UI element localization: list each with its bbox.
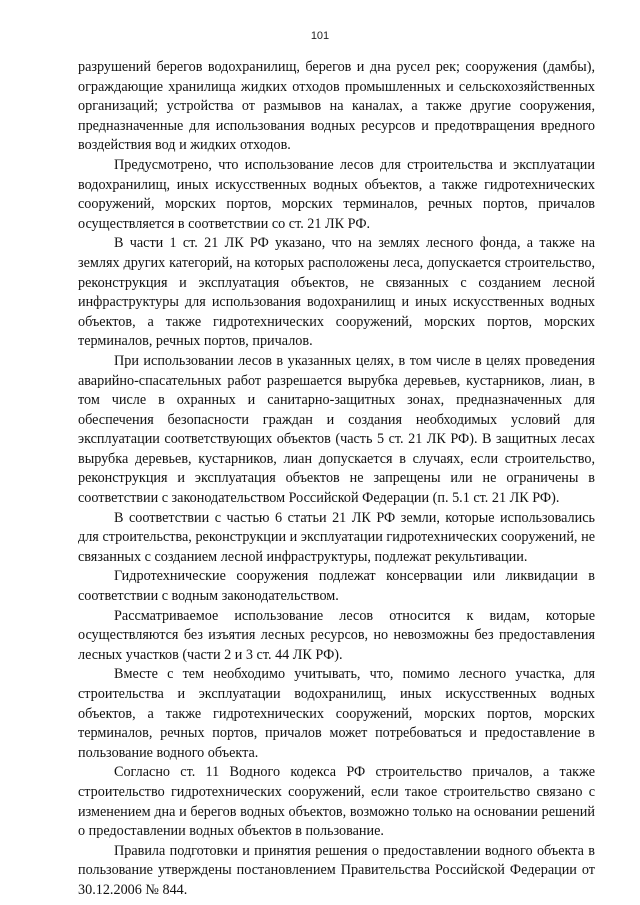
paragraph-9: Согласно ст. 11 Водного кодекса РФ строительство причалов, а также строительство гидротехнических сооружений, если такое строительство связано с изменением дна и берегов водных объектов, возможно только на основании решений о предоставлении водных объектов в пользование. (78, 764, 595, 840)
paragraph-5: В соответствии с частью 6 статьи 21 ЛК РФ земли, которые использовались для строительства, реконструкции и эксплуатации гидротехнических сооружений, не связанных с созданием лесной инфраструктуры, подлежат рекультивации. (78, 509, 595, 565)
paragraph-4: При использовании лесов в указанных целях, в том числе в целях проведения аварийно-спасательных работ разрешается вырубка деревьев, кустарников, лиан, в том числе в охранных и санитарно-защитных зонах, предназначенных для обеспечения безопасности граждан и создания необходимых условий для эксплуатации соответствующих объектов (часть 5 ст. 21 ЛК РФ). В защитных лесах вырубка деревьев, кустарников, лиан допускается в случаях, если строительство, реконструкция и эксплуатация объектов не запрещены или не ограничены в соответствии с законодательством Российской Федерации (п. 5.1 ст. 21 ЛК РФ). (78, 352, 595, 507)
paragraph-10: Правила подготовки и принятия решения о предоставлении водного объекта в пользование утверждены постановлением Правительства Российской Федерации от 30.12.2006 № 844. (78, 842, 595, 898)
body-text (78, 58, 595, 901)
page-number: 101 (310, 30, 330, 42)
paragraph-8: Вместе с тем необходимо учитывать, что, помимо лесного участка, для строительства и эксплуатации водохранилищ, иных искусственных водных объектов, а также гидротехнических сооружений, морских портов, морских терминалов, речных портов, причалов может потребоваться и предоставление в пользование водного объекта. (78, 666, 595, 761)
paragraph-6: Гидротехнические сооружения подлежат консервации или ликвидации в соответствии с водным законодательством. (78, 568, 595, 605)
paragraph-3: В части 1 ст. 21 ЛК РФ указано, что на землях лесного фонда, а также на землях других категорий, на которых расположены леса, допускается строительство, реконструкция и эксплуатация объектов, не связанных с созданием лесной инфраструктуры для использования водохранилищ и иных искусственных водных объектов, а также гидротехнических сооружений, морских портов, морских терминалов, речных портов, причалов. (78, 235, 595, 350)
paragraph-1: разрушений берегов водохранилищ, берегов и дна русел рек; сооружения (дамбы), ограждающие хранилища жидких отходов промышленных и сельскохозяйственных организаций; устройства от размывов на каналах, а также другие сооружения, предназначенные для использования водных ресурсов и предотвращения вредного воздействия вод и жидких отходов. (78, 59, 595, 154)
paragraph-7: Рассматриваемое использование лесов относится к видам, которые осуществляются без изъятия лесных ресурсов, но невозможны без предоставления лесных участков (части 2 и 3 ст. 44 ЛК РФ). (78, 607, 595, 663)
paragraph-2: Предусмотрено, что использование лесов для строительства и эксплуатации водохранилищ, иных искусственных водных объектов, а также гидротехнических сооружений, морских портов, морских терминалов, речных портов, причалов осуществляется в соответствии со ст. 21 ЛК РФ. (78, 156, 595, 232)
